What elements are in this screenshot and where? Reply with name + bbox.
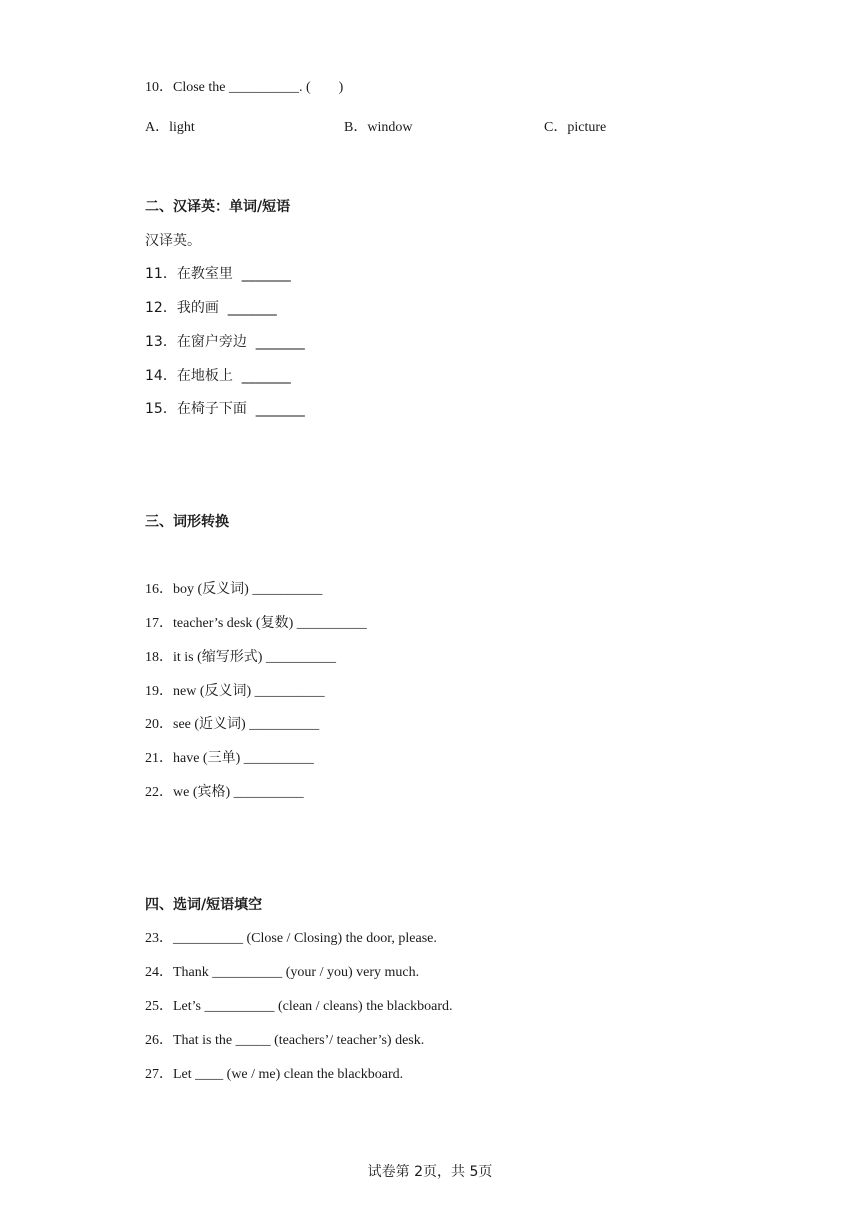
section-2-title: 二、汉译英：单词/短语	[145, 199, 291, 215]
page-footer: 试卷第 2页，共 5页	[367, 1164, 493, 1180]
section-2-instruction: 汉译英。	[145, 233, 201, 249]
question-15: 15．在椅子下面 _______	[145, 401, 305, 417]
option-b: B．window	[344, 120, 413, 135]
question-11: 11．在教室里 _______	[145, 266, 291, 282]
question-22: 22．we (宾格) __________	[145, 785, 304, 800]
question-17: 17．teacher’s desk (复数) __________	[145, 616, 367, 631]
question-12: 12．我的画 _______	[145, 300, 277, 316]
question-13: 13．在窗户旁边 _______	[145, 334, 305, 350]
question-23: 23．__________ (Close / Closing) the door, please.	[145, 931, 437, 946]
question-24: 24．Thank __________ (your / you) very much.	[145, 965, 420, 980]
section-4-title: 四、选词/短语填空	[145, 897, 263, 913]
question-19: 19．new (反义词) __________	[145, 684, 325, 699]
question-16: 16．boy (反义词) __________	[145, 582, 323, 597]
question-18: 18．it is (缩写形式) __________	[145, 650, 336, 665]
question-27: 27．Let ____ (we / me) clean the blackboard.	[145, 1067, 404, 1082]
question-26: 26．That is the _____ (teachers’/ teacher’s) desk.	[145, 1033, 425, 1048]
question-14: 14．在地板上 _______	[145, 368, 291, 384]
question-25: 25．Let’s __________ (clean / cleans) the blackboard.	[145, 999, 453, 1014]
question-20: 20．see (近义词) __________	[145, 717, 320, 732]
option-a: A．light	[145, 120, 195, 135]
question-21: 21．have (三单) __________	[145, 751, 314, 766]
question-10: 10．Close the __________. ( )	[145, 80, 344, 95]
option-c: C．picture	[544, 120, 607, 135]
section-3-title: 三、词形转换	[145, 514, 229, 530]
